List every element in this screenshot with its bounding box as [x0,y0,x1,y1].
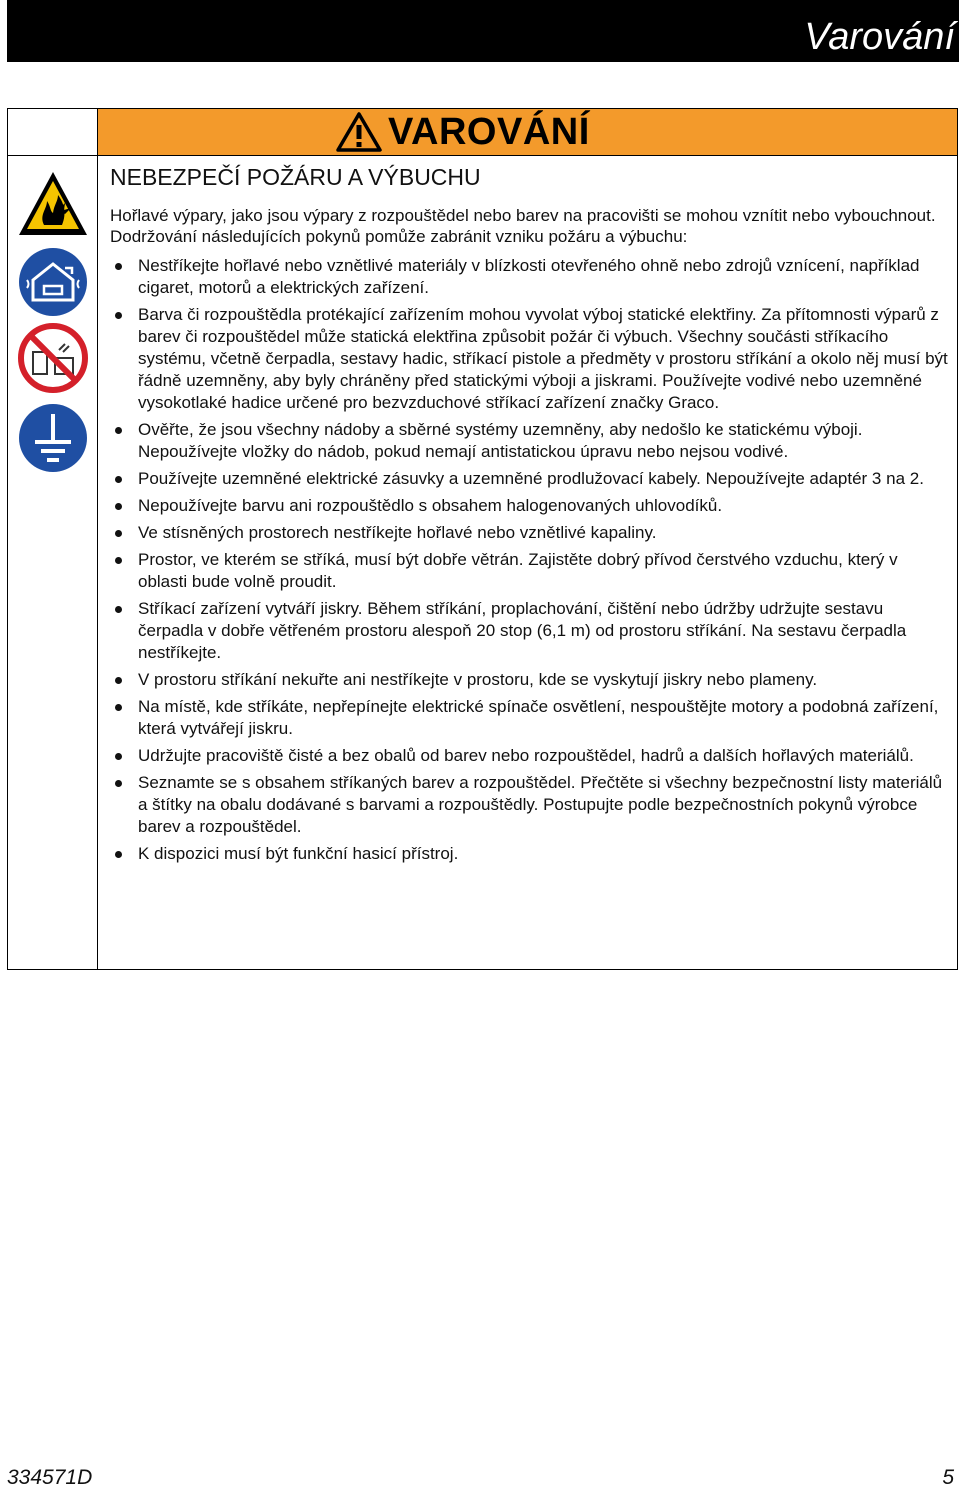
list-item [110,522,949,544]
page-number: 5 [942,1466,954,1489]
bullet-dot [115,677,122,684]
ventilation-icon [17,246,89,318]
banner-title: VAROVÁNÍ [388,110,590,153]
bullet-dot [115,427,122,434]
list-item [110,468,949,490]
bullet-text: Ve stísněných prostorech nestříkejte hořlavé nebo vznětlivé kapaliny. [138,523,657,542]
bullet-text: Používejte uzemněné elektrické zásuvky a uzemněné prodlužovací kabely. Nepoužívejte adaptér 3 na 2. [138,469,924,488]
safety-bullet-list [110,255,949,865]
bullet-dot [115,503,122,510]
list-item [110,745,949,767]
page-header-bar [7,0,959,62]
page-header-title: Varování [804,16,955,58]
bullet-text: Ověřte, že jsou všechny nádoby a sběrné systémy uzemněny, aby nedošlo ke statickému výboji. Nepoužívejte vložky do nádob, pokud nemají antistatickou úpravu nebo nejsou vodivé. [138,420,863,461]
banner-icon-cell [8,109,98,155]
bullet-dot [115,606,122,613]
bullet-dot [115,530,122,537]
list-item [110,598,949,664]
list-item [110,669,949,691]
bullet-text: Seznamte se s obsahem stříkaných barev a rozpouštědel. Přečtěte si všechny bezpečnostní listy materiálů a štítky na obalu dodávané s barvami a rozpouštědly. Postupujte podle bezpečnostních pokynů výrobce barev a rozpouštědel. [138,773,943,836]
list-item [110,304,949,414]
list-item [110,255,949,299]
banner-title-cell [98,109,957,155]
bullet-dot [115,312,122,319]
list-item [110,843,949,865]
list-item [110,495,949,517]
fire-explosion-warning-icon [17,169,89,241]
hazard-icon-column [8,156,98,969]
bullet-text: Barva či rozpouštědla protékající zařízením mohou vyvolat výboj statické elektřiny. Za přítomnosti výparů z barev či rozpouštědel může statická elektřina způsobit požár či výbuch. Všechny součásti stříkacího systému, včetně čerpadla, sestavy hadic, stříkací pistole a předměty v prostoru stříkání a okolo něj musí být řádně uzemněny, aby byly chráněny před statickými výboji a jiskrami. Používejte vodivé nebo uzemněné vysokotlaké hadice určené pro bezvzduchové stříkací zařízení značky Graco. [138,305,948,412]
bullet-text: Prostor, ve kterém se stříká, musí být dobře větrán. Zajistěte dobrý přívod čerstvého vzduchu, který v oblasti bude volně proudit. [138,550,898,591]
warning-content [110,156,949,870]
list-item [110,549,949,593]
bullet-dot [115,753,122,760]
bullet-dot [115,780,122,787]
bullet-dot [115,851,122,858]
list-item [110,419,949,463]
bullet-dot [115,557,122,564]
bullet-text: Nepoužívejte barvu ani rozpouštědlo s obsahem halogenovaných uhlovodíků. [138,496,723,515]
bullet-text: Na místě, kde stříkáte, nepřepínejte elektrické spínače osvětlení, nespouštějte motory a podobná zařízení, která vytvářejí jiskru. [138,697,939,738]
no-smoking-no-sparks-icon [17,322,89,394]
bullet-text: K dispozici musí být funkční hasicí přístroj. [138,844,459,863]
bullet-dot [115,263,122,270]
bullet-dot [115,476,122,483]
grounding-icon [17,402,89,474]
bullet-text: Nestříkejte hořlavé nebo vznětlivé materiály v blízkosti otevřeného ohně nebo zdrojů vznícení, například cigaret, motorů a elektrických zařízení. [138,256,920,297]
list-item [110,696,949,740]
section-title: NEBEZPEČÍ POŽÁRU A VÝBUCHU [110,164,481,190]
warning-banner [8,109,957,156]
section-intro: Hořlavé výpary, jako jsou výpary z rozpouštědel nebo barev na pracovišti se mohou vznítit nebo vybouchnout. Dodržování následujících pokynů pomůže zabránit vzniku požáru a výbuchu: [110,206,936,246]
warning-triangle-icon [336,112,382,152]
warning-box [7,108,958,970]
bullet-dot [115,704,122,711]
list-item [110,772,949,838]
bullet-text: V prostoru stříkání nekuřte ani nestříkejte v prostoru, kde se vyskytují jiskry nebo plameny. [138,670,818,689]
bullet-text: Udržujte pracoviště čisté a bez obalů od barev nebo rozpouštědel, hadrů a dalších hořlavých materiálů. [138,746,914,765]
bullet-text: Stříkací zařízení vytváří jiskry. Během stříkání, proplachování, čištění nebo údržby udržujte sestavu čerpadla v dobře větřeném prostoru alespoň 20 stop (6,1 m) od prostoru stříkání. Na sestavu čerpadla nestříkejte. [138,599,907,662]
document-number: 334571D [7,1466,93,1489]
